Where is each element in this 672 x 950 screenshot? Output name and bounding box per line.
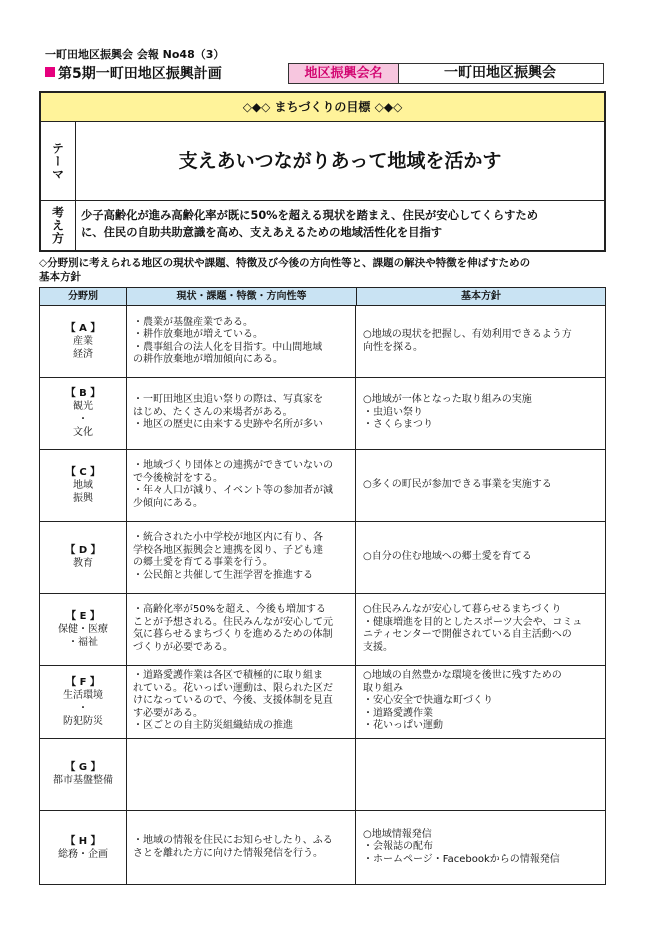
table-row	[40, 449, 605, 522]
policy-cell	[357, 665, 605, 738]
field-line: 教育	[73, 558, 93, 569]
status-line: れている。花いっぱい運動は、限られた区だ	[133, 682, 333, 694]
field-line: 防犯防災	[63, 715, 103, 727]
table-row	[40, 738, 605, 811]
status-line: す必要がある。	[133, 707, 203, 719]
status-cell	[127, 521, 356, 593]
status-line: ・耕作放棄地が増えている。	[133, 329, 263, 340]
field-line: ・	[78, 414, 88, 425]
theme-label: テーマ	[41, 122, 76, 200]
policy-cell	[357, 306, 605, 377]
status-line: 学校各地区振興会と連携を図り、子ども達	[133, 544, 323, 556]
status-line: の耕作放棄地が増加傾向にある。	[133, 354, 283, 365]
policy-cell	[357, 521, 605, 593]
status-line: ・地域づくり団体との連携ができていないの	[133, 460, 333, 471]
field-line: 【 D 】	[65, 545, 101, 556]
theme-row	[41, 122, 604, 201]
field-line: 【 B 】	[65, 388, 101, 399]
association-name-value: 一町田地区振興会	[397, 63, 604, 84]
newsletter-header: 一町田地区振興会 会報 No48（3）	[45, 48, 225, 61]
status-line: の郷土愛を育てる事業を行う。	[133, 557, 273, 568]
status-line: さとを離れた方に向けた情報発信を行う。	[133, 847, 323, 859]
intro-line: ◇分野別に考えられる地区の現状や課題、特徴及び今後の方向性等と、課題の解決や特徴を伸ばすための	[39, 257, 531, 269]
policy-line: 取り組み	[363, 682, 403, 694]
status-cell	[127, 449, 356, 521]
field-line: 振興	[73, 492, 93, 504]
policy-line: ニティセンターで開催されている自主活動への	[363, 629, 572, 640]
field-line: ・福祉	[68, 636, 98, 648]
status-line: ・年々人口が減り、イベント等の参加者が減	[133, 485, 333, 496]
goal-heading: ◇◆◇ まちづくりの目標 ◇◆◇	[41, 93, 604, 122]
field-cell	[40, 810, 127, 885]
status-line: ・地域の情報を住民にお知らせしたり、ふる	[133, 835, 333, 846]
policy-line: ○住民みんなが安心して暮らせるまちづくり	[363, 604, 562, 615]
approach-row	[41, 201, 604, 250]
field-line: 経済	[73, 349, 93, 360]
status-cell	[127, 738, 356, 810]
title-row	[45, 63, 604, 83]
policy-line: 向性を探る。	[363, 341, 423, 353]
status-cell	[127, 810, 356, 885]
approach-line: に、住民の自助共助意識を高め、支えあえるための地域活性化を目指す	[81, 226, 443, 239]
status-line: 気に暮らせるまちづくりを進めるための体制	[133, 629, 333, 640]
policy-line: ・ホームページ・Facebookからの情報発信	[363, 853, 560, 865]
status-line: ことが予想される。住民みんなが安心して元	[133, 616, 333, 628]
field-cell	[40, 306, 127, 377]
policy-cell	[357, 738, 605, 810]
field-line: 生活環境	[63, 689, 103, 701]
policy-line: ・安心安全で快適な町づくり	[363, 695, 493, 707]
policy-line: ・花いっぱい運動	[363, 720, 443, 732]
status-line: ・農事組合の法人化を目指す。中山間地域	[133, 341, 323, 353]
status-line: 少傾向にある。	[133, 497, 203, 509]
status-cell	[127, 593, 356, 665]
field-line: 地域	[73, 479, 93, 491]
field-line: 【 A 】	[65, 323, 101, 334]
field-line: 【 H 】	[65, 835, 101, 847]
approach-label: 考え方	[41, 201, 76, 250]
policy-line: ○自分の住む地域への郷土愛を育てる	[363, 550, 532, 562]
status-line: ・農業が基盤産業である。	[133, 316, 253, 328]
pink-square-icon	[45, 67, 55, 77]
policy-line: ・虫追い祭り	[363, 406, 423, 418]
status-cell	[127, 377, 356, 449]
field-line: 【 C 】	[65, 466, 101, 478]
policy-cell	[357, 449, 605, 521]
policy-cell	[357, 593, 605, 665]
field-line: 【 F 】	[66, 676, 100, 688]
policy-line: ○地域が一体となった取り組みの実施	[363, 394, 532, 406]
policy-line: ・さくらまつり	[363, 419, 433, 431]
header-status: 現状・課題・特徴・方向性等	[127, 288, 357, 305]
policy-cell	[357, 810, 605, 885]
field-line: ・	[78, 702, 88, 714]
field-line: 保健・医療	[58, 623, 108, 635]
table-row	[40, 593, 605, 666]
status-line: ・高齢化率が50%を超え、今後も増加する	[133, 604, 326, 615]
goal-box	[39, 91, 606, 252]
header-policy: 基本方針	[461, 291, 501, 302]
approach-line: 少子高齢化が進み高齢化率が既に50%を超える現状を踏まえ、住民が安心してくらすため	[81, 209, 539, 222]
plan-title-text: 第5期一町田地区振興計画	[58, 66, 222, 82]
field-line: 都市基盤整備	[53, 775, 113, 786]
field-line: 【 E 】	[66, 610, 100, 622]
association-name-label: 地区振興会名	[288, 63, 399, 84]
plan-title	[45, 63, 222, 83]
theme-text: 支えあいつながりあって地域を活かす	[178, 150, 502, 172]
status-line: で今後検討をする。	[133, 472, 223, 484]
field-line: 【 G 】	[65, 762, 101, 773]
field-line: 総務・企画	[58, 848, 108, 860]
field-cell	[40, 377, 127, 449]
field-line: 観光	[73, 401, 93, 412]
policy-line: ○地域情報発信	[363, 828, 432, 840]
status-line: ・地区の歴史に由来する史跡や名所が多い	[133, 419, 323, 431]
table-row	[40, 810, 605, 885]
field-intro	[39, 256, 609, 284]
policy-line: ・健康増進を目的としたスポーツ大会や、コミュ	[363, 616, 583, 628]
field-line: 産業	[73, 336, 93, 347]
intro-line: 基本方針	[39, 271, 81, 283]
table-header	[40, 288, 605, 306]
policy-cell	[357, 377, 605, 449]
table-row	[40, 665, 605, 739]
status-line: はじめ、たくさんの来場者がある。	[133, 406, 293, 418]
policy-line: 支援。	[363, 641, 393, 653]
policy-line: ○地域の自然豊かな環境を後世に残すための	[363, 670, 562, 682]
field-cell	[40, 593, 127, 665]
table-row	[40, 377, 605, 450]
policy-line: ・会報誌の配布	[363, 841, 433, 853]
status-line: づくりが必要である。	[133, 641, 233, 653]
status-line: ・公民館と共催して生涯学習を推進する	[133, 569, 313, 581]
policy-line: ○多くの町民が参加できる事業を実施する	[363, 478, 552, 490]
policy-table	[39, 287, 606, 885]
approach-text	[81, 207, 596, 241]
policy-line: ・道路愛護作業	[363, 707, 433, 719]
header-field: 分野別	[40, 288, 127, 305]
field-cell	[40, 449, 127, 521]
policy-line: ○地域の現状を把握し、有効利用できるよう方	[363, 329, 572, 340]
status-cell	[127, 306, 356, 377]
field-cell	[40, 665, 127, 738]
status-line: ・統合された小中学校が地区内に有り、各	[133, 532, 323, 543]
status-cell	[127, 665, 356, 738]
status-line: ・一町田地区虫追い祭りの際は、写真家を	[133, 394, 323, 406]
status-line: けになっているので、今後、支援体制を見直	[133, 695, 333, 707]
table-row	[40, 521, 605, 594]
table-row	[40, 306, 605, 378]
status-line: ・道路愛護作業は各区で積極的に取り組ま	[133, 670, 323, 682]
status-line: ・区ごとの自主防災組織結成の推進	[133, 720, 293, 732]
field-cell	[40, 738, 127, 810]
field-cell	[40, 521, 127, 593]
field-line: 文化	[73, 427, 93, 438]
